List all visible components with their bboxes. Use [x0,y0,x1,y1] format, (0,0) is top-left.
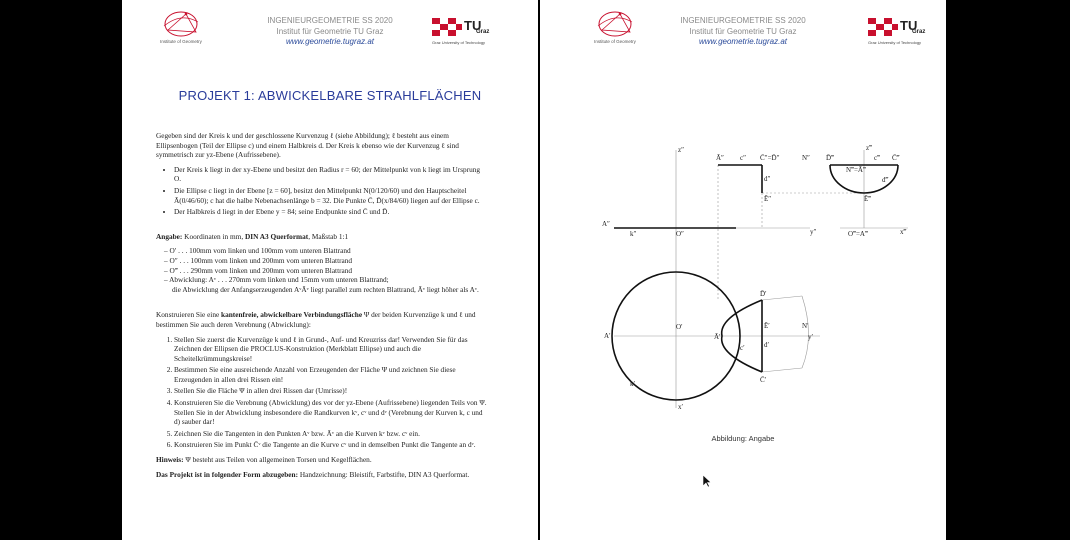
label-y1: y′ [808,333,814,341]
document-page-left [122,0,538,540]
construction-lines [614,150,908,408]
label-z2: z″ [678,146,685,154]
label-E2: Ē″ [764,195,772,203]
list-item: 1. Stellen Sie zuerst die Kurvenzüge k und ℓ in Grund-, Auf- und Kreuzriss dar! Verwenden Sie für das Zeichnen der Ellipsen die PROCLUS-Konstruktion (Merkblatt Ellipse) und auch die Scheitelkrümmungskreise! [174,335,488,364]
label-A2: A″ [602,220,610,228]
label-CD2: C̄″=D̄″ [760,154,780,162]
institute-name: Institut für Geometrie TU Graz [276,26,384,36]
label-z3: z‴ [866,144,873,152]
tu-logo-sub: Graz [476,29,490,35]
label-D1: D̄′ [760,290,767,298]
figure-labels [602,144,907,411]
label-c1: c′ [740,344,745,352]
tu-graz-logo-icon [432,16,464,40]
page-header [122,14,538,54]
list-item: 4. Konstruieren Sie die Verebnung (Abwicklung) des vor der yz-Ebene (Aufrissebene) liegenden Teils von Ψ. Stellen Sie in der Abwicklung insbesondere die Randkurven kᵛ, cᵛ und dᵛ (Verebnung der Kurven k, c und d) sauber dar! [174,398,488,427]
list-item: – O″ . . . 100mm vom linken und 200mm vom unteren Blattrand [164,255,353,265]
label-O2: O″ [676,230,684,238]
label-d3: d‴ [882,176,889,184]
curve-strokes [612,165,898,400]
label-O1: O′ [676,323,683,331]
course-title: INGENIEURGEOMETRIE SS 2020 [680,16,806,25]
tu-logo-text: TU [464,18,482,33]
tu-logo-text: TU [900,18,918,33]
hint-paragraph [156,455,488,465]
list-item: 2. Bestimmen Sie eine ausreichende Anzahl von Erzeugenden der Fläche Ψ und zeichnen Sie diese Erzeugenden in allen drei Rissen ein! [174,365,488,384]
label-k2: k″ [630,230,637,238]
course-title: INGENIEURGEOMETRIE SS 2020 [267,16,393,25]
mouse-pointer-icon [702,474,712,488]
label-O3A3: O‴=A‴ [848,230,868,238]
generator-line [762,368,802,372]
label-Abar1: Ā′ [714,333,721,341]
institute-logo-caption: Institute of Geometry [160,39,202,44]
list-item: 6. Konstruieren Sie im Punkt C̄ᵛ die Tangente an die Kurve cᵛ und in demselben Punkt die Tangente an dᵛ. [174,440,488,450]
label-N1: N′ [802,322,809,330]
label-A1: A′ [604,332,611,340]
label-C1: C̄′ [760,376,767,384]
label-E3: Ē‴ [864,195,872,203]
label-E1: Ē′ [764,322,770,330]
tu-logo-caption: Graz University of Technology [868,40,922,45]
label-d2: d″ [764,175,771,183]
geometry-figure [540,0,946,430]
document-page-right [540,0,946,540]
list-item: • Der Kreis k liegt in der xy-Ebene und besitzt den Radius r = 60; der Mittelpunkt von k liegt im Ursprung O. [174,165,488,184]
label-N3A3: N‴=Ā‴ [846,166,866,174]
label-k1: k′ [630,380,636,388]
list-item: 5. Zeichnen Sie die Tangenten in den Punkten Aᵛ bzw. Āᵛ an die Kurven kᵛ bzw. cᵛ ein. [174,429,488,439]
tu-logo-caption: Graz University of Technology [432,40,486,45]
tu-logo-sub: Graz [912,29,926,35]
document-body [156,131,488,484]
halfcircle-d-ground [802,296,809,368]
intro-paragraph: Gegeben sind der Kreis k und der geschlossene Kurvenzug ℓ (siehe Abbildung); ℓ besteht aus einem Ellipsenbogen (Teil der Ellipse c) und einem Halbkreis d. Der Kreis k ebenso wie der Kurvenzug ℓ sind symmetrisch zur yz-Ebene (Aufrissebene). [156,131,459,160]
angabe-format: DIN A3 Querformat [244,231,309,241]
task-text-2: Ψ der beiden Kurvenzüge k und ℓ und bestimmen Sie auch deren Verebnung (Abwicklung): [156,310,476,329]
label-d1: d′ [764,341,770,349]
label-N2: N″ [802,154,810,162]
form-text: Handzeichnung: Bleistift, Farbstifte, DIN A3 Querformat. [298,469,470,479]
form-label: Das Projekt ist in folgender Form abzugeben: [156,469,299,479]
form-paragraph [156,470,488,480]
task-text-1: Konstruieren Sie eine [156,310,222,320]
hint-text: Ψ besteht aus Teilen von allgemeinen Torsen und Kegelflächen. [183,455,372,465]
tu-graz-logo [432,16,490,48]
list-item: • Der Halbkreis d liegt in der Ebene y = 84; seine Endpunkte sind C̄ und D̄. [174,207,488,217]
list-item: die Abwicklung der Anfangserzeugenden AᵛĀᵛ liegt parallel zum rechten Blattrand, Āᵛ liegt höher als Aᵛ. [172,284,479,294]
steps-list [156,335,488,451]
list-item: – Abwicklung: Aᵛ . . . 270mm vom linken und 15mm vom unteren Blattrand; [164,275,389,285]
institute-url-link[interactable]: www.geometrie.tugraz.at [698,37,788,46]
label-C3: C̄‴ [892,154,900,162]
label-x1: x′ [678,403,684,411]
list-item: • Die Ellipse c liegt in der Ebene [z = 60], besitzt den Mittelpunkt N(0/120/60) und den Hauptscheitel Ā(0/46/60); c hat die halbe Nebenachsenlänge b = 32. Die Punkte C̄, D̄(x/84/60) liegen auf der Ellipse c. [174,186,488,205]
hint-label: Hinweis: [156,455,184,465]
angabe-text-1: Koordinaten in mm, [182,231,245,241]
page-title: PROJEKT 1: ABWICKELBARE STRAHLFLÄCHEN [178,88,482,103]
angabe-text-2: , Maßstab 1:1 [308,231,349,241]
list-item: – O‴ . . . 290mm vom linken und 200mm vom unteren Blattrand [164,265,353,275]
task-bold: kantenfreie, abwickelbare Verbindungsfläche [221,310,363,320]
angabe-line [156,232,488,242]
given-list [156,165,488,217]
institute-url-link[interactable]: www.geometrie.tugraz.at [285,37,375,46]
label-D3: D̄‴ [826,154,834,162]
label-y2: y″ [810,228,817,236]
positions-list [156,246,488,294]
task-paragraph [156,310,488,329]
institute-name: Institut für Geometrie TU Graz [689,26,797,36]
label-x3: x‴ [900,228,907,236]
label-Abar2: Ā″ [716,154,724,162]
generator-line [762,296,802,300]
list-item: – O′ . . . 100mm vom linken und 100mm vom unteren Blattrand [164,246,351,256]
label-c2: c″ [740,154,747,162]
figure-caption: Abbildung: Angabe [711,434,775,443]
angabe-label: Angabe: [156,231,183,241]
label-c3: c‴ [874,154,881,162]
institute-logo-caption: Institute of Geometry [594,39,636,44]
list-item: 3. Stellen Sie die Fläche Ψ in allen drei Rissen dar (Umrisse)! [174,386,488,396]
